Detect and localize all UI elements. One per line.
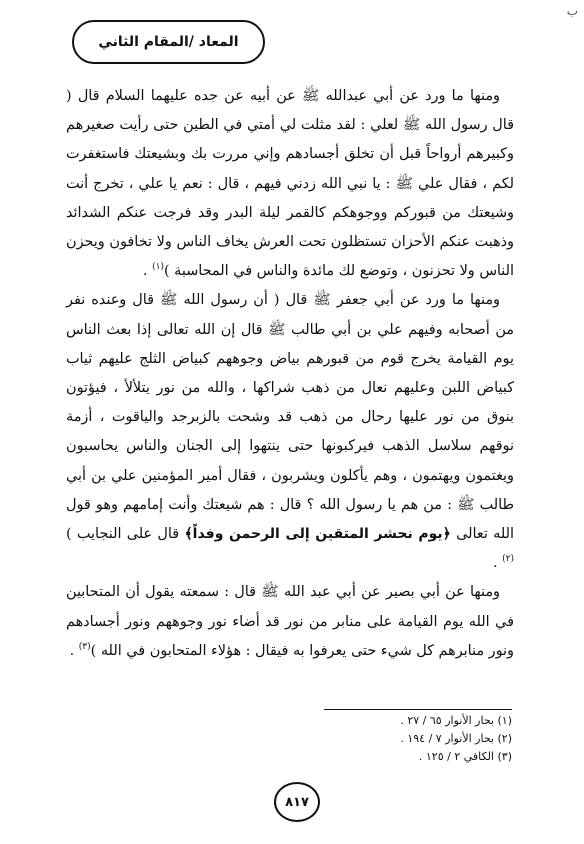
paragraph-2 <box>66 286 514 578</box>
paragraph-1-text: ومنها ما ورد عن أبي عبدالله ﷺ عن أبيه عن جده عليهما السلام قال ( قال رسول الله ﷺ لعلي : لقد مثلت لي أمتي في الطين حتى رأيت صغيرهم وكبيرهم أرواحاً قبل أن تخلق أجسادهم وإني مررت بك وبشيعتك فاستغفرت لكم ، فقال علي ﷺ : يا نبي الله زدني فيهم ، قال : نعم يا علي ، تخرج أنت وشيعتك من قبوركم ووجوهكم كالقمر ليلة البدر وقد فرجت عنكم الشدائد وذهبت عنكم الأحزان تستظلون تحت العرش يخاف الناس ولا تخافون ويحزن الناس ولا تحزنون ، وتوضع لك مائدة والناس في المحاسبة ) <box>66 88 514 280</box>
paragraph-3-end: . <box>69 642 79 659</box>
footnote-divider <box>324 709 512 710</box>
chapter-title: المعاد /المقام الثاني <box>98 34 239 50</box>
footnote-ref-3: (٣) <box>78 642 91 653</box>
paragraph-2-text-end: قال على النجايب ) <box>66 526 180 543</box>
footnotes <box>300 712 512 766</box>
paragraph-3-text: ومنها عن أبي بصير عن أبي عبد الله ﷺ قال : سمعته يقول أن المتحابين في الله يوم القيامة على منابر من نور قد أضاء نور وجوههم ونور أجسادهم ونور منابرهم كل شيء حتى يعرفوا به فيقال : هؤلاء المتحابون في الله ) <box>66 584 514 659</box>
paragraph-1-end: . <box>142 263 153 280</box>
paragraph-2-text: ومنها ما ورد عن أبي جعفر ﷺ قال ( أن رسول الله ﷺ قال وعنده نفر من أصحابه وفيهم علي بن أبي طالب ﷺ قال إن الله تعالى إذا بعث الناس يوم القيامة يخرج قوم من قبورهم بياض وجوههم كبياض الثلج عليهم ثياب كبياض اللبن وعليهم نعال من ذهب شراكها ، والله من نور يتلألأ ، فيؤتون بنوق من نور عليها رحال من ذهب قد وشحت بالزبرجد والياقوت ، أزمة نوقهم سلاسل الذهب فيركبونها حتى ينتهوا إلى الجنان والناس يحاسبون ويغتمون ويهتمون ، وهم يأكلون ويشربون ، فقال أمير المؤمنين علي بن أبي طالب ﷺ : من هم يا رسول الله ؟ قال : هم شيعتك وأنت إمامهم وهو قول الله تعالى <box>66 292 515 543</box>
footnote-1: (١) بحار الأنوار ٦٥ / ٢٧ . <box>400 714 512 727</box>
corner-mark: ب <box>566 4 578 18</box>
quran-verse: ﴿يوم نحشر المتقين إلى الرحمن وفداً﴾ <box>184 526 451 543</box>
page-number-badge <box>274 782 320 822</box>
footnote-3: (٣) الكافي ٢ / ١٢٥ . <box>418 750 512 763</box>
footnote-2: (٢) بحار الأنوار ٧ / ١٩٤ . <box>400 732 512 745</box>
page-number: ٨١٧ <box>285 794 309 810</box>
paragraph-2-end: . <box>492 555 503 572</box>
footnote-ref-1: (١) <box>152 262 164 273</box>
footnote-ref-2: (٢) <box>502 554 514 565</box>
chapter-header-badge <box>72 20 265 64</box>
paragraph-3 <box>66 578 514 666</box>
main-text <box>66 82 514 666</box>
paragraph-1 <box>66 82 514 286</box>
